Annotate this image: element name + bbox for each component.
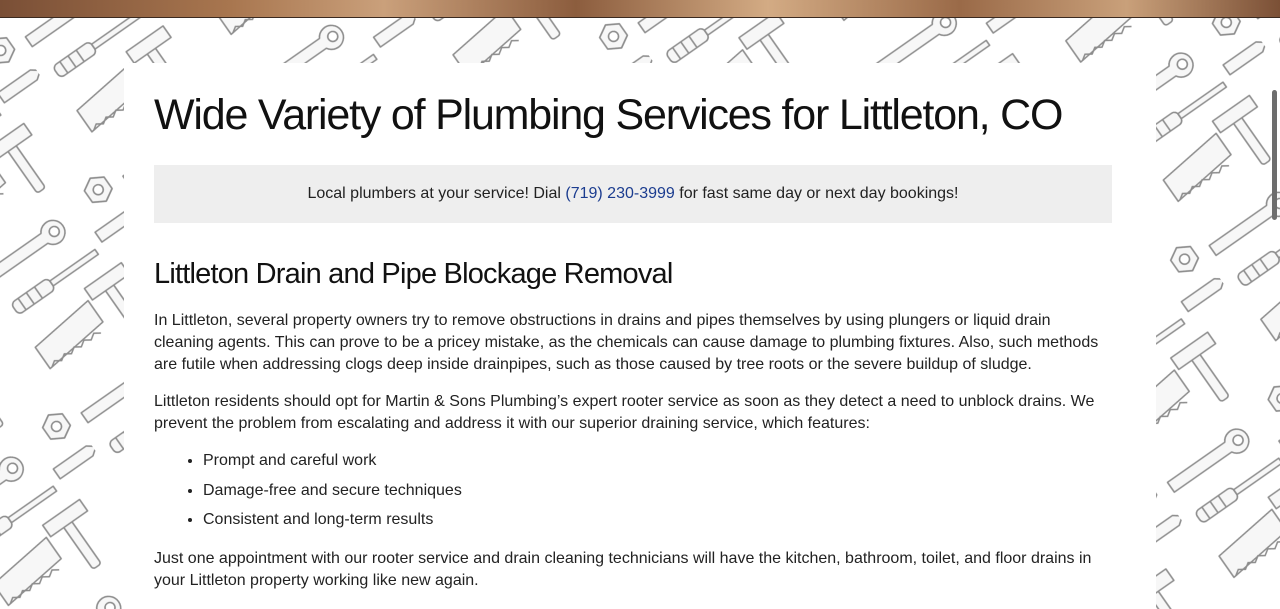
phone-callout (154, 165, 1112, 223)
page-title: Wide Variety of Plumbing Services for Littleton, CO (154, 91, 1063, 139)
content-card (124, 63, 1156, 609)
paragraph-rooter-service: Littleton residents should opt for Martin & Sons Plumbing’s expert rooter service as soon as they detect a need to unblock drains. We prevent the problem from escalating and address it with our superior draining service, which features: (154, 393, 1095, 432)
paragraph-closing: Just one appointment with our rooter service and drain cleaning technicians will have the kitchen, bathroom, toilet, and floor drains in your Littleton property working like new again. (154, 550, 1092, 589)
features-list (154, 450, 1103, 539)
section-heading: Littleton Drain and Pipe Blockage Removal (154, 258, 673, 290)
list-item: • Damage-free and secure techniques (203, 480, 1103, 510)
paragraph-diy-risks: In Littleton, several property owners try to remove obstructions in drains and pipes themselves by using plungers or liquid drain cleaning agents. This can prove to be a pricey mistake, as the chemicals can cause damage to plumbing fixtures. Also, such methods are futile when addressing clogs deep inside drainpipes, such as those caused by tree roots or the severe buildup of sludge. (154, 312, 1099, 373)
header-photo-strip (0, 0, 1280, 18)
page-scrollbar[interactable] (1272, 90, 1277, 220)
list-item: • Prompt and careful work (203, 450, 1103, 480)
callout-text-before: Local plumbers at your service! Dial (307, 185, 566, 202)
callout-text-after: for fast same day or next day bookings! (674, 185, 959, 202)
list-item: • Consistent and long-term results (203, 509, 1103, 539)
phone-link[interactable]: (719) 230-3999 (565, 185, 675, 202)
